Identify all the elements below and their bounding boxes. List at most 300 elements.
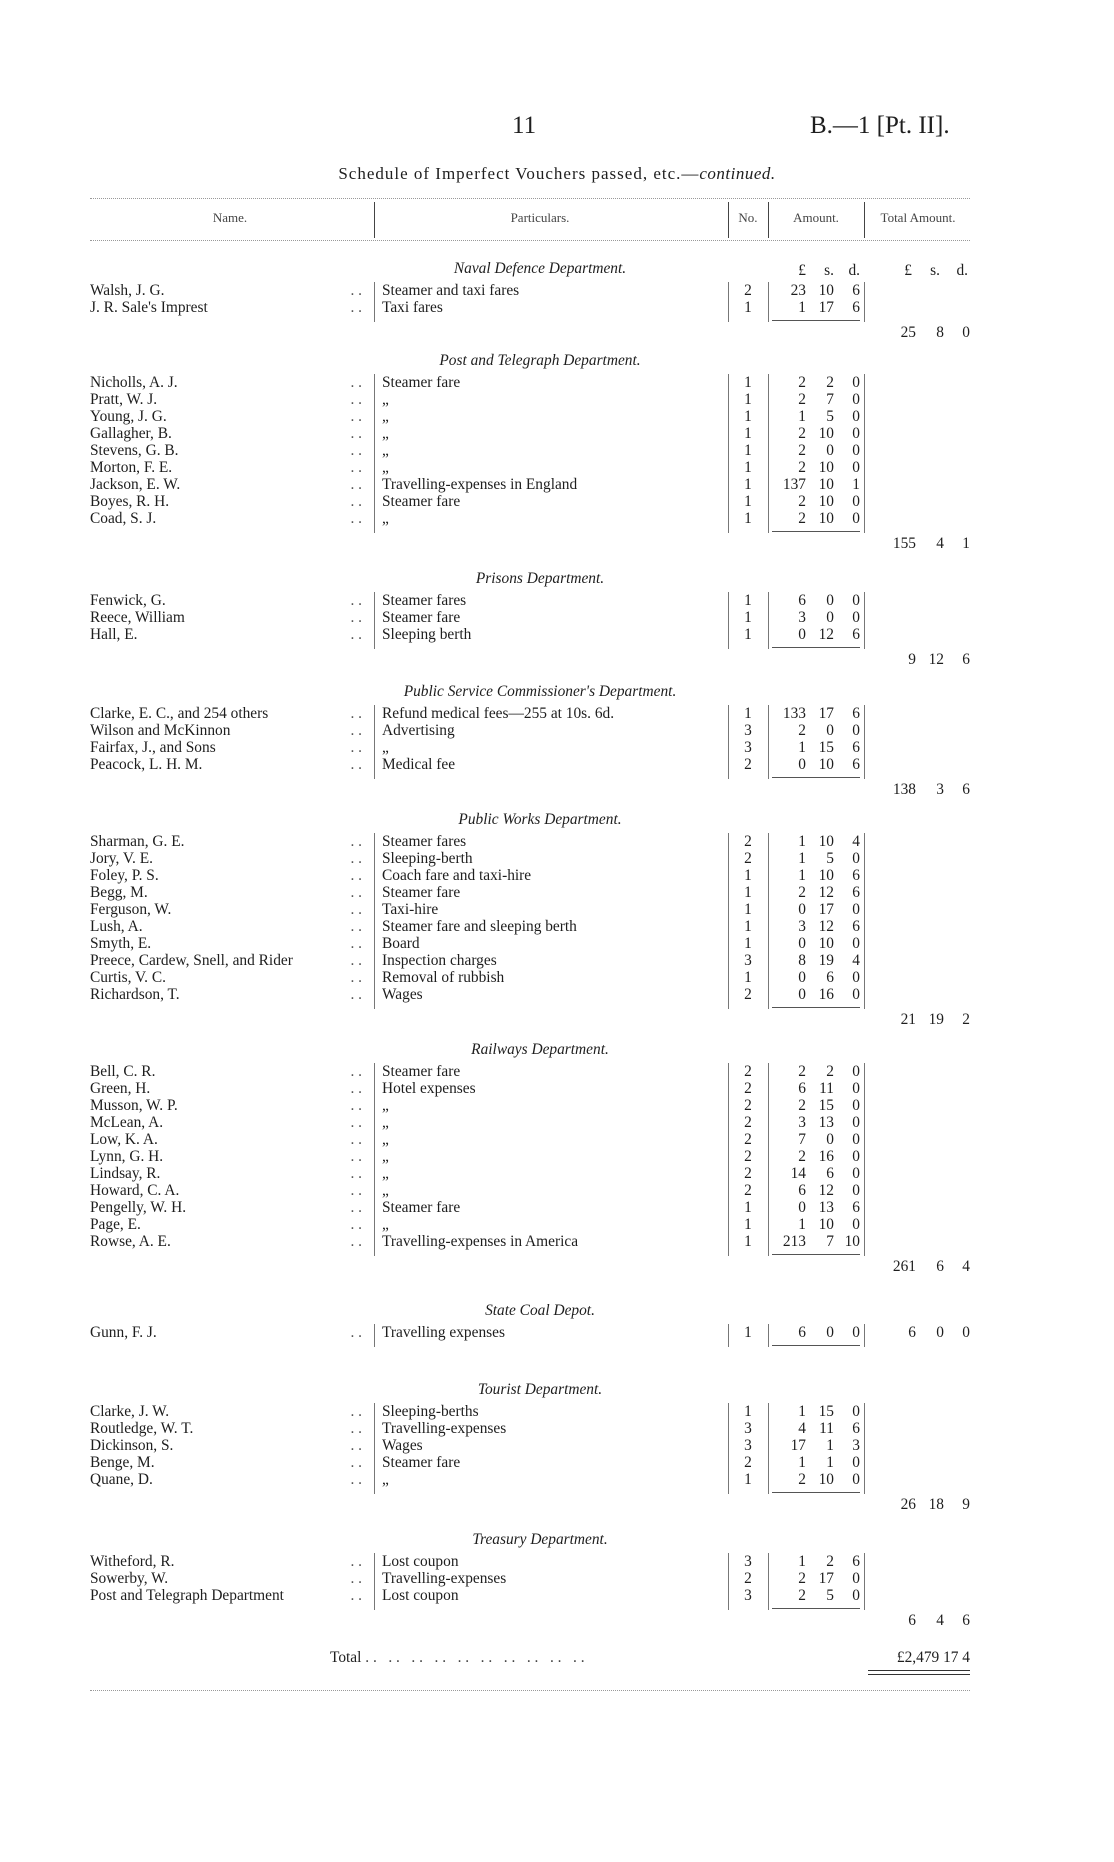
entry-amount-pounds: 2 (798, 1063, 806, 1080)
amount-subtotal-rule (772, 1608, 860, 1609)
entry-name: Jackson, E. W. (90, 476, 181, 493)
entry-name: Benge, M. (90, 1454, 155, 1471)
entry-amount-pence: 1 (852, 476, 860, 493)
entry-name: Ferguson, W. (90, 901, 172, 918)
entry-amount-pence: 0 (852, 1587, 860, 1604)
table-row (0, 1097, 1114, 1114)
column-separator (768, 1324, 769, 1347)
entry-particulars: Taxi fares (382, 299, 443, 316)
entry-amount-pence: 0 (852, 850, 860, 867)
entry-amount-shillings: 7 (826, 391, 834, 408)
grand-total-double-rule-2 (868, 1674, 970, 1675)
amount-subtotal-rule (772, 1492, 860, 1493)
entry-particulars: Travelling-expenses (382, 1420, 507, 1437)
entry-amount-shillings: 0 (826, 722, 834, 739)
entry-particulars: „ (382, 510, 389, 527)
column-separator (768, 833, 769, 1009)
entry-particulars: „ (382, 408, 389, 425)
entry-voucher-count: 2 (744, 282, 752, 299)
entry-amount-pence: 0 (852, 1131, 860, 1148)
column-separator (374, 833, 375, 1009)
section-total-pence: 2 (962, 1011, 970, 1028)
table-row (0, 833, 1114, 850)
entry-particulars: Wages (382, 1437, 423, 1454)
entry-particulars: „ (382, 1165, 389, 1182)
entry-name: Morton, F. E. (90, 459, 173, 476)
entry-amount-pence: 6 (852, 1553, 860, 1570)
column-separator (768, 705, 769, 779)
section-total-pence: 1 (962, 535, 970, 552)
column-separator (374, 1324, 375, 1347)
entry-voucher-count: 1 (744, 1324, 752, 1341)
entry-voucher-count: 1 (744, 918, 752, 935)
table-row (0, 850, 1114, 867)
dot-leader: . . (350, 1324, 362, 1341)
entry-amount-pounds: 6 (798, 1324, 806, 1341)
entry-name: Witheford, R. (90, 1553, 175, 1570)
dot-leader: . . (350, 1097, 362, 1114)
column-header-amount: Amount. (793, 210, 839, 225)
entry-amount-pounds: 1 (798, 739, 806, 756)
section-total (870, 781, 970, 799)
entry-amount-pounds: 1 (798, 867, 806, 884)
entry-amount-pounds: 1 (798, 1216, 806, 1233)
table-row (0, 969, 1114, 986)
entry-amount-pence: 6 (852, 282, 860, 299)
entry-voucher-count: 2 (744, 850, 752, 867)
table-row (0, 425, 1114, 442)
column-separator (864, 705, 865, 779)
entry-voucher-count: 3 (744, 1437, 752, 1454)
dot-leader: . . (350, 299, 362, 316)
column-separator (374, 592, 375, 649)
section-total-shillings: 8 (936, 324, 944, 341)
entry-name: Green, H. (90, 1080, 151, 1097)
entry-amount-shillings: 0 (826, 1131, 834, 1148)
entry-amount-pounds: 1 (798, 1403, 806, 1420)
entry-voucher-count: 2 (744, 1097, 752, 1114)
entry-particulars: Steamer fare (382, 493, 461, 510)
entry-amount-pence: 0 (852, 609, 860, 626)
column-separator (768, 1403, 769, 1494)
entry-amount-pence: 0 (852, 1324, 860, 1341)
entry-amount-shillings: 0 (826, 592, 834, 609)
header-separator (768, 202, 769, 238)
entry-voucher-count: 2 (744, 986, 752, 1003)
table-row (0, 1114, 1114, 1131)
entry-name: Sowerby, W. (90, 1570, 169, 1587)
table-row (0, 1148, 1114, 1165)
table-row (0, 282, 1114, 299)
section-heading: Naval Defence Department. (453, 260, 627, 277)
column-separator (728, 374, 729, 533)
entry-amount-shillings: 17 (818, 705, 834, 722)
table-row (0, 592, 1114, 609)
table-row (0, 1420, 1114, 1437)
section-total-pounds: 26 (900, 1496, 916, 1513)
entry-amount-shillings: 6 (826, 1165, 834, 1182)
column-separator (728, 705, 729, 779)
entry-particulars: „ (382, 459, 389, 476)
entry-amount-pence: 0 (852, 1097, 860, 1114)
table-row (0, 756, 1114, 773)
entry-voucher-count: 3 (744, 722, 752, 739)
entry-name: Lush, A. (90, 918, 143, 935)
entry-amount-shillings: 13 (818, 1114, 834, 1131)
entry-amount-shillings: 17 (818, 1570, 834, 1587)
section-heading: Public Works Department. (458, 811, 622, 828)
table-row (0, 1216, 1114, 1233)
table-row (0, 391, 1114, 408)
entry-name: Page, E. (90, 1216, 141, 1233)
dot-leader: . . (350, 609, 362, 626)
dot-leader: . . (350, 1199, 362, 1216)
column-separator (864, 374, 865, 533)
entry-amount-shillings: 12 (818, 626, 834, 643)
entry-voucher-count: 1 (744, 459, 752, 476)
entry-particulars: „ (382, 1182, 389, 1199)
amount-shillings-head: s. (824, 262, 834, 279)
entry-particulars: Travelling-expenses in America (382, 1233, 579, 1250)
entry-amount-pounds: 1 (798, 850, 806, 867)
table-row (0, 1063, 1114, 1080)
entry-name: Post and Telegraph Department (90, 1587, 284, 1604)
column-separator (374, 374, 375, 533)
column-separator (864, 282, 865, 322)
dot-leader: . . (350, 1553, 362, 1570)
entry-amount-pounds: 133 (782, 705, 806, 722)
entry-name: Peacock, L. H. M. (90, 756, 203, 773)
column-header-particulars: Particulars. (510, 210, 570, 225)
table-row (0, 986, 1114, 1003)
entry-amount-shillings: 10 (818, 756, 834, 773)
entry-particulars: Steamer and taxi fares (382, 282, 520, 299)
entry-voucher-count: 1 (744, 901, 752, 918)
dot-leader: . . (350, 952, 362, 969)
entry-particulars: Steamer fare (382, 609, 461, 626)
column-separator (374, 705, 375, 779)
section-total-pence: 9 (962, 1496, 970, 1513)
entry-voucher-count: 1 (744, 374, 752, 391)
dot-leader: . . (350, 739, 362, 756)
entry-particulars: Steamer fare (382, 1454, 461, 1471)
total-pounds-head: £ (904, 262, 912, 279)
section-total-pounds: 261 (892, 1258, 916, 1275)
entry-amount-pence: 0 (852, 969, 860, 986)
entry-amount-pounds: 2 (798, 425, 806, 442)
entry-amount-shillings: 0 (826, 609, 834, 626)
entry-amount-shillings: 5 (826, 850, 834, 867)
entry-voucher-count: 1 (744, 408, 752, 425)
entry-voucher-count: 1 (744, 425, 752, 442)
entry-amount-shillings: 6 (826, 969, 834, 986)
entry-voucher-count: 1 (744, 592, 752, 609)
entry-name: Lynn, G. H. (90, 1148, 164, 1165)
entry-amount-pounds: 2 (798, 442, 806, 459)
entry-amount-pence: 0 (852, 442, 860, 459)
entry-amount-shillings: 12 (818, 918, 834, 935)
table-row (0, 626, 1114, 643)
section-total (870, 1612, 970, 1630)
section-total-pounds: 25 (900, 324, 916, 341)
section-total-pounds: 155 (892, 535, 916, 552)
entry-voucher-count: 1 (744, 1471, 752, 1488)
entry-particulars: „ (382, 1114, 389, 1131)
dot-leader: . . (350, 459, 362, 476)
entry-amount-pounds: 3 (798, 609, 806, 626)
schedule-title-main: Schedule of Imperfect Vouchers passed, etc.— (338, 164, 700, 183)
dot-leader: . . (350, 1131, 362, 1148)
entry-amount-pounds: 2 (798, 459, 806, 476)
entry-particulars: Hotel expenses (382, 1080, 476, 1097)
column-header-total: Total Amount. (880, 210, 956, 225)
column-header-no: No. (738, 210, 758, 225)
total-shillings-head: s. (930, 262, 940, 279)
amount-subtotal-rule (772, 647, 860, 648)
entry-voucher-count: 2 (744, 1454, 752, 1471)
entry-amount-pounds: 2 (798, 722, 806, 739)
column-separator (728, 1324, 729, 1347)
entry-particulars: Steamer fare and sleeping berth (382, 918, 577, 935)
entry-amount-pence: 0 (852, 1454, 860, 1471)
entry-particulars: Steamer fares (382, 592, 467, 609)
dot-leader: . . (350, 1182, 362, 1199)
entry-particulars: Removal of rubbish (382, 969, 505, 986)
entry-amount-pence: 0 (852, 1471, 860, 1488)
table-row (0, 1454, 1114, 1471)
entry-particulars: Board (382, 935, 420, 952)
entry-particulars: „ (382, 1471, 389, 1488)
entry-amount-pounds: 0 (798, 756, 806, 773)
grand-total-leader: . . . . . . . . . . . . . . . . . . . . (361, 1649, 585, 1666)
entry-amount-pounds: 3 (798, 1114, 806, 1131)
section-total-pence: 4 (962, 1258, 970, 1275)
entry-amount-shillings: 10 (818, 1471, 834, 1488)
dot-leader: . . (350, 282, 362, 299)
entry-voucher-count: 1 (744, 969, 752, 986)
entry-amount-shillings: 5 (826, 1587, 834, 1604)
entry-amount-pence: 6 (852, 739, 860, 756)
table-row (0, 493, 1114, 510)
section-heading: Post and Telegraph Department. (439, 352, 641, 369)
section-total-pence: 0 (962, 1324, 970, 1341)
section-total (870, 1258, 970, 1276)
dot-leader: . . (350, 425, 362, 442)
entry-amount-pence: 0 (852, 1148, 860, 1165)
section-total-shillings: 4 (936, 535, 944, 552)
entry-voucher-count: 2 (744, 833, 752, 850)
dot-leader: . . (350, 756, 362, 773)
entry-name: Pengelly, W. H. (90, 1199, 187, 1216)
section-total (870, 535, 970, 553)
entry-voucher-count: 2 (744, 1080, 752, 1097)
entry-amount-pence: 6 (852, 705, 860, 722)
entry-amount-pounds: 4 (798, 1420, 806, 1437)
entry-amount-pence: 0 (852, 986, 860, 1003)
entry-amount-shillings: 15 (818, 1097, 834, 1114)
entry-name: Boyes, R. H. (90, 493, 170, 510)
table-row (0, 510, 1114, 527)
entry-amount-pounds: 2 (798, 1148, 806, 1165)
entry-amount-pounds: 8 (798, 952, 806, 969)
section-total-pence: 6 (962, 651, 970, 668)
entry-amount-pence: 4 (852, 833, 860, 850)
entry-amount-pounds: 2 (798, 510, 806, 527)
entry-name: McLean, A. (90, 1114, 164, 1131)
entry-voucher-count: 2 (744, 1148, 752, 1165)
dot-leader: . . (350, 1165, 362, 1182)
entry-amount-pence: 0 (852, 1080, 860, 1097)
entry-amount-shillings: 16 (818, 986, 834, 1003)
section-total-pounds: 9 (908, 651, 916, 668)
entry-amount-pence: 0 (852, 935, 860, 952)
entry-amount-pence: 3 (852, 1437, 860, 1454)
dot-leader: . . (350, 374, 362, 391)
entry-name: Begg, M. (90, 884, 148, 901)
column-separator (864, 1063, 865, 1256)
dot-leader: . . (350, 1216, 362, 1233)
entry-name: Clarke, E. C., and 254 others (90, 705, 269, 722)
dot-leader: . . (350, 442, 362, 459)
entry-amount-pence: 0 (852, 1063, 860, 1080)
entry-particulars: Inspection charges (382, 952, 497, 969)
entry-particulars: Steamer fares (382, 833, 467, 850)
entry-voucher-count: 2 (744, 1131, 752, 1148)
document-reference: B.—1 [Pt. II]. (810, 112, 950, 139)
section-total-pounds: 6 (908, 1612, 916, 1629)
entry-particulars: Refund medical fees—255 at 10s. 6d. (382, 705, 615, 722)
entry-particulars: „ (382, 739, 389, 756)
entry-name: Preece, Cardew, Snell, and Rider (90, 952, 293, 969)
entry-particulars: „ (382, 1131, 389, 1148)
entry-particulars: „ (382, 391, 389, 408)
column-separator (864, 1324, 865, 1347)
entry-name: Wilson and McKinnon (90, 722, 231, 739)
entry-name: Dickinson, S. (90, 1437, 174, 1454)
entry-name: Bell, C. R. (90, 1063, 156, 1080)
entry-amount-shillings: 2 (826, 374, 834, 391)
entry-name: Gunn, F. J. (90, 1324, 157, 1341)
entry-voucher-count: 1 (744, 510, 752, 527)
entry-particulars: Steamer fare (382, 1063, 461, 1080)
header-separator (864, 202, 865, 238)
entry-amount-shillings: 5 (826, 408, 834, 425)
section-total-pounds: 6 (908, 1324, 916, 1341)
amount-subtotal-rule (772, 1007, 860, 1008)
table-row (0, 459, 1114, 476)
page-bottom-rule (90, 1690, 970, 1691)
schedule-title (0, 164, 1114, 184)
section-total-shillings: 6 (936, 1258, 944, 1275)
table-row (0, 722, 1114, 739)
entry-name: Richardson, T. (90, 986, 180, 1003)
entry-particulars: „ (382, 1097, 389, 1114)
entry-voucher-count: 1 (744, 867, 752, 884)
entry-voucher-count: 3 (744, 1553, 752, 1570)
table-row (0, 374, 1114, 391)
entry-amount-pence: 0 (852, 459, 860, 476)
section-total-pounds: 21 (900, 1011, 916, 1028)
entry-amount-pence: 0 (852, 1570, 860, 1587)
entry-amount-pence: 0 (852, 374, 860, 391)
section-total-pence: 6 (962, 781, 970, 798)
entry-amount-shillings: 0 (826, 442, 834, 459)
entry-name: Howard, C. A. (90, 1182, 180, 1199)
entry-name: Musson, W. P. (90, 1097, 178, 1114)
entry-amount-shillings: 1 (826, 1437, 834, 1454)
dot-leader: . . (350, 1403, 362, 1420)
entry-amount-pence: 0 (852, 1403, 860, 1420)
entry-amount-pounds: 0 (798, 969, 806, 986)
entry-amount-pence: 0 (852, 1114, 860, 1131)
entry-amount-shillings: 16 (818, 1148, 834, 1165)
entry-voucher-count: 1 (744, 1403, 752, 1420)
entry-particulars: Steamer fare (382, 374, 461, 391)
entry-amount-pence: 6 (852, 626, 860, 643)
table-row (0, 1165, 1114, 1182)
entry-voucher-count: 2 (744, 1570, 752, 1587)
dot-leader: . . (350, 918, 362, 935)
table-row (0, 705, 1114, 722)
entry-name: Reece, William (90, 609, 185, 626)
column-header-name: Name. (212, 210, 248, 225)
column-separator (728, 833, 729, 1009)
entry-amount-shillings: 17 (818, 901, 834, 918)
dot-leader: . . (350, 592, 362, 609)
entry-name: Young, J. G. (90, 408, 167, 425)
entry-amount-shillings: 10 (818, 493, 834, 510)
entry-name: Foley, P. S. (90, 867, 159, 884)
entry-voucher-count: 1 (744, 609, 752, 626)
entry-name: Jory, V. E. (90, 850, 153, 867)
column-separator (768, 592, 769, 649)
entry-voucher-count: 3 (744, 1420, 752, 1437)
table-row (0, 1570, 1114, 1587)
entry-voucher-count: 1 (744, 442, 752, 459)
grand-total-amount: £2,479 17 4 (896, 1649, 970, 1666)
entry-amount-pounds: 2 (798, 1570, 806, 1587)
entry-amount-pence: 0 (852, 510, 860, 527)
entry-voucher-count: 1 (744, 884, 752, 901)
entry-amount-shillings: 10 (818, 833, 834, 850)
section-total-shillings: 0 (936, 1324, 944, 1341)
column-separator (728, 1553, 729, 1610)
entry-amount-pence: 0 (852, 592, 860, 609)
entry-name: Coad, S. J. (90, 510, 157, 527)
entry-particulars: Travelling-expenses in England (382, 476, 578, 493)
entry-amount-pounds: 1 (798, 1454, 806, 1471)
entry-particulars: „ (382, 425, 389, 442)
column-separator (728, 592, 729, 649)
entry-voucher-count: 2 (744, 1165, 752, 1182)
entry-voucher-count: 1 (744, 391, 752, 408)
dot-leader: . . (350, 1148, 362, 1165)
dot-leader: . . (350, 476, 362, 493)
entry-amount-pence: 0 (852, 425, 860, 442)
entry-voucher-count: 1 (744, 626, 752, 643)
entry-amount-pence: 0 (852, 1165, 860, 1182)
dot-leader: . . (350, 884, 362, 901)
entry-name: Smyth, E. (90, 935, 152, 952)
column-separator (768, 1063, 769, 1256)
entry-voucher-count: 2 (744, 1114, 752, 1131)
entry-amount-pounds: 1 (798, 1553, 806, 1570)
column-separator (864, 1403, 865, 1494)
dot-leader: . . (350, 850, 362, 867)
table-row (0, 1471, 1114, 1488)
table-row (0, 609, 1114, 626)
entry-amount-pounds: 1 (798, 833, 806, 850)
